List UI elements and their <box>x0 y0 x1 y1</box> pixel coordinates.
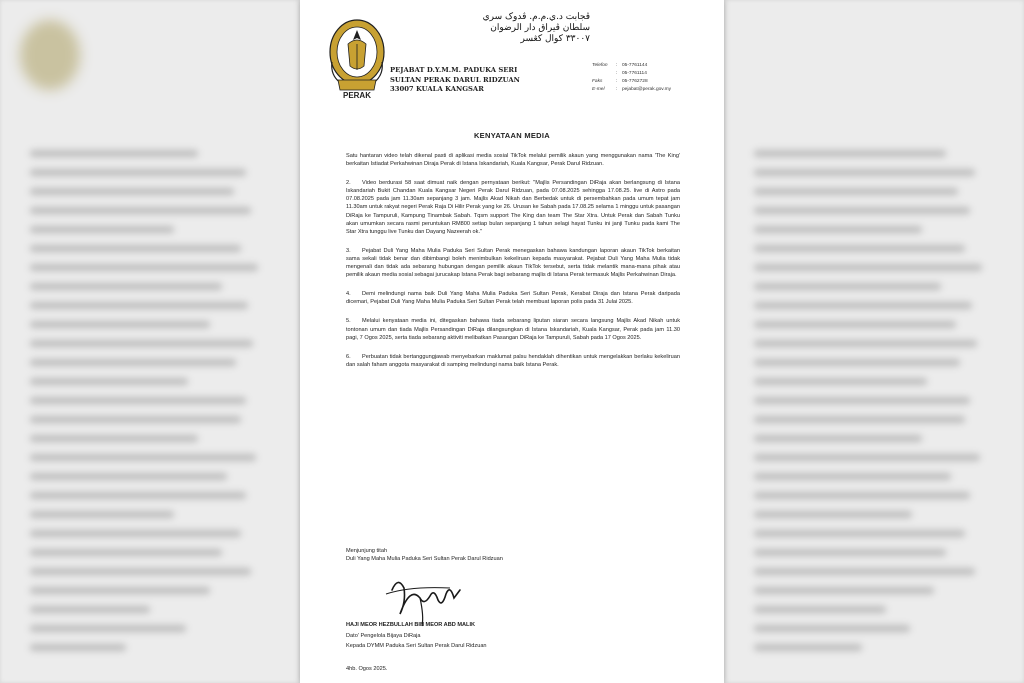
paragraph-number: 4. <box>346 291 351 298</box>
paragraph-2 <box>346 179 680 236</box>
signer-name: HAJI MEOR HEZBULLAH BIN MEOR ABD MALIK <box>346 622 476 628</box>
contact-label: E-mel <box>592 87 605 92</box>
contact-value: 05-7761114 <box>622 71 647 76</box>
contact-row: Faks : 05-7762728 <box>592 79 648 84</box>
contact-label: Faks <box>592 79 603 84</box>
closing-line: Duli Yang Maha Mulia Paduka Seri Sultan Perak Darul Ridzuan <box>346 556 503 563</box>
crest-label: PERAK <box>342 91 372 100</box>
signer-title: Dato' Pengelola Bijaya DiRaja <box>346 632 421 639</box>
address-line: 33007 KUALA KANGSAR <box>390 85 484 93</box>
blurred-background-right <box>724 0 1024 683</box>
closing-line: Menjunjung titah <box>346 548 388 554</box>
blurred-text-lines <box>754 150 994 663</box>
contact-block <box>592 62 722 94</box>
paragraph-6 <box>346 353 680 369</box>
contact-label <box>592 70 616 78</box>
jawi-line: ٣٣٠٠٧ کوال کڠسر <box>520 34 590 44</box>
signer-block <box>346 620 686 652</box>
paragraph-number: 6. <box>346 353 351 360</box>
media-statement-letter <box>300 0 724 683</box>
contact-value: 05-7761144 <box>622 63 648 68</box>
contact-row: E-mel : pejabat@perak.gov.my <box>592 87 672 92</box>
jawi-line: ڤجابت د.ي.م.م. ڤدوک سري <box>482 12 590 22</box>
blurred-crest <box>20 20 80 90</box>
paragraph-number: 2. <box>346 180 351 187</box>
closing-block <box>346 547 666 563</box>
paragraph-text: Pejabat Duli Yang Maha Mulia Paduka Seri Sultan Perak menegaskan bahawa kandungan laporan akaun TikTok berkaitan sama sekali tidak benar dan dibimbangi boleh menimbulkan kekeliruan kepada masyarakat. Pejabat Duli Yang Maha Mulia tidak mengenali dan tidak ada sebarang hubungan dengan pemilik akaun TikTok tersebut, serta tidak melantik mana-mana pihak atau pemilik akaun media sosial sebagai jurucakap Istana Perak bagi sebarang majlis di Istana Perak termasuk Majlis Perkahwinan Diraja. <box>346 247 680 279</box>
document-date: 4hb. Ogos 2025. <box>346 666 388 672</box>
address-line: PEJABAT D.Y.M.M. PADUKA SERI <box>390 66 518 74</box>
jawi-line: سلطان ڤيراق دار الرضوان <box>490 23 590 33</box>
perak-crest-icon <box>326 14 388 100</box>
paragraph-5 <box>346 317 680 341</box>
handwritten-signature <box>380 568 470 628</box>
address-line: SULTAN PERAK DARUL RIDZUAN <box>390 75 520 84</box>
paragraph-1 <box>346 152 680 168</box>
contact-row: Telefon : 05-7761144 <box>592 63 648 68</box>
paragraph-number: 3. <box>346 247 351 254</box>
paragraph-text: Satu hantaran video telah dikenal pasti di aplikasi media sosial TikTok melalui pemilik akaun yang menggunakan nama 'The King' berkaitan Istiadat Perkahwinan Diraja Perak di Istana Iskandariah, Kuala Kangsar, Perak Darul Ridzuan. <box>346 153 680 168</box>
paragraph-3 <box>346 247 680 279</box>
paragraph-text: Video berdurasi 58 saat dimuat naik dengan pernyataan berikut: "Majlis Persandingan DiRaja akan berlangsung di Istana Iskandariah Bukit Chandan Kuala Kangsar Negeri Perak Darul Ridzuan, pada 07.08.2025 sehingga 17.08.25. live di Astro pada 07.08.2025 pada jam 11.30am sepanjang 3 jam. Majlis Akad Nikah dan Berbedak untuk di persembahkan pada umum tepat jam 11.30am untuk rakyat negeri Perak Raja Di Hilir Perak yang ke 26. Urusan ke Sabah pada 17.08.25 selama 1 minggu untuk pasangan DiRaja ke Tampuruli, Kampung Tinambak Sabah. Tqsm support The King dan team The Star Xtra. Untuk Perak dan Sabah Tunku akan umumkan secara rasmi peruntukan RM800 setiap bulan sepanjang 1 tahun selagi hayat Tunku ini janji Tunku pada kami The Star Xtra tunggu live Tunku dan Dayang Nazeerah ok." <box>346 180 680 235</box>
contact-value: 05-7762728 <box>622 79 648 84</box>
contact-label: Telefon <box>592 63 608 68</box>
blurred-text-lines <box>30 150 270 663</box>
paragraph-text: Melalui kenyataan media ini, ditegaskan bahawa tiada sebarang liputan siaran secara langsung Majlis Akad Nikah untuk tontonan umum dan tiada Majlis Persandingan DiRaja dilangsungkan di Istana Iskandariah, Kuala Kangsar, Perak pada jam 11.30 pagi, 7 Ogos 2025, serta tiada sebarang aktiviti melibatkan Pasangan DiRaja ke Tampuruli, Sabah pada 17 Ogos 2025. <box>346 318 680 341</box>
paragraph-text: Demi melindungi nama baik Duli Yang Maha Mulia Paduka Seri Sultan Perak, Kerabat Diraja dan Istana Perak daripada dicemari, Pejabat Duli Yang Maha Mulia Paduka Seri Sultan Perak telah membuat laporan polis pada 31 Julai 2025. <box>346 291 680 306</box>
statement-body <box>346 152 680 380</box>
paragraph-text: Perbuatan tidak bertanggungjawab menyebarkan maklumat palsu hendaklah dihentikan untuk mengelakkan berlaku kekeliruan dan salah faham anggota masyarakat di samping melindungi nama baik Istana Perak. <box>346 353 680 368</box>
document-title: KENYATAAN MEDIA <box>473 131 551 140</box>
jawi-letterhead <box>420 12 590 45</box>
office-address <box>390 66 590 95</box>
contact-row: : 05-7761114 <box>592 70 722 78</box>
contact-value: pejabat@perak.gov.my <box>622 87 672 92</box>
paragraph-4 <box>346 290 680 306</box>
paragraph-number: 5. <box>346 318 351 325</box>
blurred-background-left <box>0 0 300 683</box>
signer-title: Kepada DYMM Paduka Seri Sultan Perak Darul Ridzuan <box>346 643 487 649</box>
